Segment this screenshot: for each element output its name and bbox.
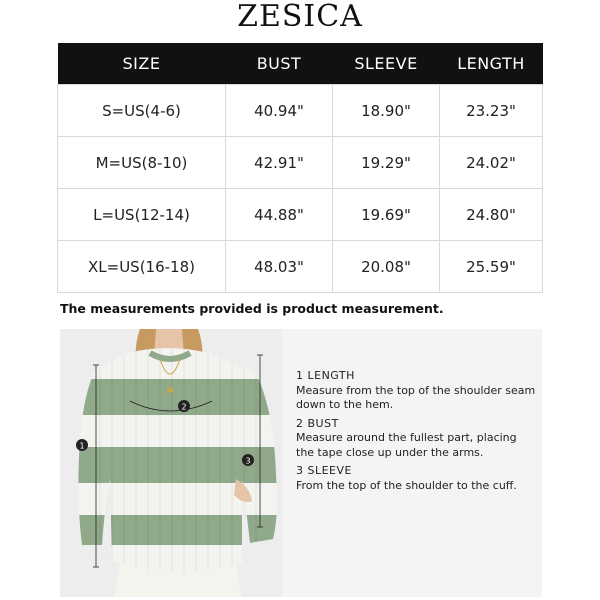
size-cell: L=US(12-14) bbox=[58, 189, 226, 241]
instruction-text: From the top of the shoulder to the cuff. bbox=[296, 478, 517, 492]
instruction-title: 3 SLEEVE bbox=[296, 464, 352, 477]
table-row bbox=[58, 241, 543, 293]
bust-cell: 40.94" bbox=[226, 85, 333, 137]
instruction-text: Measure around the fullest part, placing the tape close up under the arms. bbox=[296, 431, 517, 459]
bust-cell: 48.03" bbox=[226, 241, 333, 293]
length-cell: 24.80" bbox=[440, 189, 543, 241]
marker-bust bbox=[178, 400, 190, 412]
marker-sleeve bbox=[242, 454, 254, 466]
size-chart-table bbox=[57, 43, 543, 293]
length-cell: 23.23" bbox=[440, 85, 543, 137]
svg-text:1: 1 bbox=[79, 441, 85, 451]
instruction-title: 1 LENGTH bbox=[296, 369, 355, 382]
svg-text:2: 2 bbox=[181, 402, 187, 412]
header-sleeve: SLEEVE bbox=[333, 43, 440, 85]
instruction-text: Measure from the top of the shoulder seam down to the hem. bbox=[296, 383, 536, 411]
marker-length bbox=[76, 439, 88, 451]
sleeve-cell: 18.90" bbox=[333, 85, 440, 137]
header-size: SIZE bbox=[58, 43, 226, 85]
table-row bbox=[58, 189, 543, 241]
sleeve-cell: 19.29" bbox=[333, 137, 440, 189]
length-cell: 25.59" bbox=[440, 241, 543, 293]
table-header-row bbox=[58, 43, 543, 85]
size-cell: M=US(8-10) bbox=[58, 137, 226, 189]
instruction-sleeve bbox=[296, 464, 536, 493]
size-cell: S=US(4-6) bbox=[58, 85, 226, 137]
bust-cell: 44.88" bbox=[226, 189, 333, 241]
measurement-note: The measurements provided is product measurement. bbox=[60, 301, 444, 316]
instruction-length bbox=[296, 369, 536, 413]
svg-text:3: 3 bbox=[245, 456, 251, 466]
header-bust: BUST bbox=[226, 43, 333, 85]
measurement-instructions bbox=[296, 369, 536, 497]
sleeve-cell: 20.08" bbox=[333, 241, 440, 293]
size-cell: XL=US(16-18) bbox=[58, 241, 226, 293]
sleeve-cell: 19.69" bbox=[333, 189, 440, 241]
measurement-illustration bbox=[60, 329, 542, 597]
instruction-bust bbox=[296, 417, 536, 461]
sweater-photo bbox=[60, 329, 282, 597]
table-row bbox=[58, 137, 543, 189]
length-cell: 24.02" bbox=[440, 137, 543, 189]
header-length: LENGTH bbox=[440, 43, 543, 85]
sweater-figure bbox=[60, 329, 282, 597]
table-row bbox=[58, 85, 543, 137]
brand-logo: ZESICA bbox=[237, 0, 363, 34]
instruction-title: 2 BUST bbox=[296, 416, 339, 430]
bust-cell: 42.91" bbox=[226, 137, 333, 189]
